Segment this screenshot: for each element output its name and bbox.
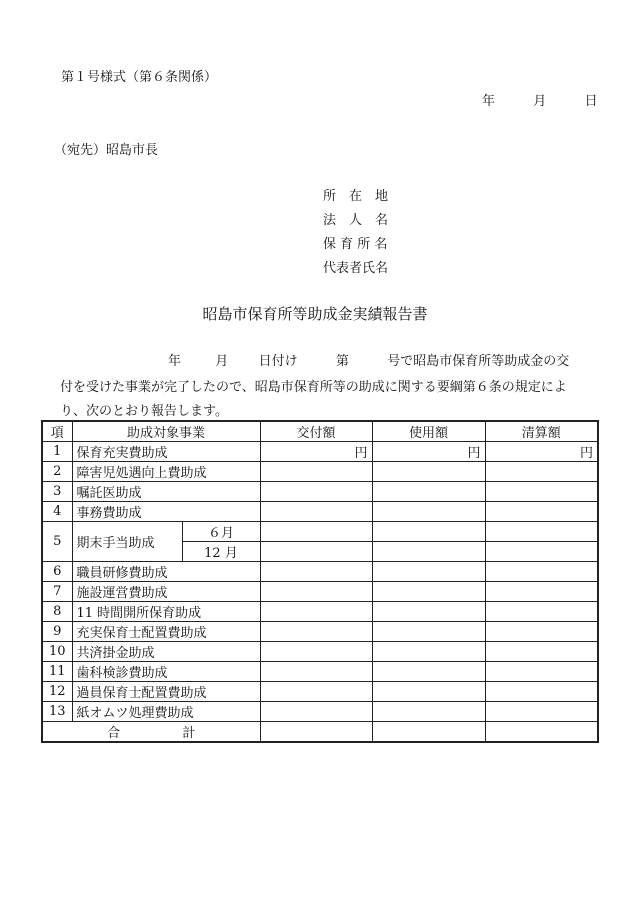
sub-row-december: 12 月 [182, 542, 260, 562]
body-year: 年 [168, 354, 182, 369]
row-name: 歯科検診費助成 [72, 662, 260, 682]
row-no: 9 [42, 622, 72, 642]
settled-amount-cell[interactable] [485, 642, 598, 662]
field-address: 所 在 地 [323, 189, 389, 204]
body-number-prefix: 第 [335, 354, 349, 369]
granted-amount-cell[interactable] [260, 522, 372, 542]
form-number: 第１号様式（第６条関係） [61, 70, 218, 85]
table-row [42, 702, 598, 722]
row-no: 8 [42, 602, 72, 622]
total-label-left: 合 [107, 726, 121, 741]
table-row [42, 682, 598, 702]
row-name: 期末手当助成 [72, 522, 182, 562]
total-settled-cell[interactable] [485, 722, 598, 743]
used-amount-cell[interactable] [372, 662, 485, 682]
used-amount-cell[interactable] [372, 602, 485, 622]
row-no: 5 [42, 522, 72, 562]
table-row [42, 642, 598, 662]
total-granted-cell[interactable] [260, 722, 372, 743]
table-row [42, 582, 598, 602]
header-granted: 交付額 [260, 421, 372, 442]
used-amount-cell[interactable] [372, 582, 485, 602]
table-row [42, 442, 598, 462]
date-year-label: 年 [482, 94, 496, 109]
row-name: 充実保育士配置費助成 [72, 622, 260, 642]
settled-amount-cell[interactable] [485, 602, 598, 622]
applicant-fields [323, 185, 388, 281]
row-name: 事務費助成 [72, 502, 260, 522]
body-line-1 [168, 350, 569, 369]
total-label-right: 計 [182, 726, 196, 741]
header-no: 項 [42, 421, 72, 442]
used-amount-cell[interactable] [372, 542, 485, 562]
report-table [41, 420, 599, 743]
body-month: 月 [215, 354, 229, 369]
used-amount-cell[interactable] [372, 522, 485, 542]
granted-amount-cell[interactable] [260, 682, 372, 702]
field-corporation-name: 法 人 名 [323, 213, 389, 228]
row-no: 6 [42, 562, 72, 582]
used-amount-cell[interactable]: 円 [372, 442, 485, 462]
granted-amount-cell[interactable] [260, 562, 372, 582]
row-no: 7 [42, 582, 72, 602]
table-row [42, 662, 598, 682]
table-row [42, 562, 598, 582]
row-name: 共済掛金助成 [72, 642, 260, 662]
row-name: 職員研修費助成 [72, 562, 260, 582]
settled-amount-cell[interactable] [485, 682, 598, 702]
settled-amount-cell[interactable] [485, 462, 598, 482]
total-used-cell[interactable] [372, 722, 485, 743]
body-line-1-rest: 号で昭島市保育所等助成金の交 [387, 354, 570, 369]
settled-amount-cell[interactable]: 円 [485, 442, 598, 462]
total-label [42, 722, 260, 743]
row-name: 保育充実費助成 [72, 442, 260, 462]
body-line-2: 付を受けた事業が完了したので、昭島市保育所等の助成に関する要綱第６条の規定によ [60, 380, 567, 395]
date-day-label: 日 [584, 94, 598, 109]
total-row [42, 722, 598, 743]
row-name: 障害児処遇向上費助成 [72, 462, 260, 482]
granted-amount-cell[interactable] [260, 602, 372, 622]
granted-amount-cell[interactable] [260, 482, 372, 502]
document-title: 昭島市保育所等助成金実績報告書 [202, 305, 428, 323]
sub-row-june: ６月 [182, 522, 260, 542]
addressee: （宛先）昭島市長 [54, 143, 159, 158]
row-no: 10 [42, 642, 72, 662]
used-amount-cell[interactable] [372, 682, 485, 702]
date-line [482, 90, 598, 109]
row-name: 紙オムツ処理費助成 [72, 702, 260, 722]
field-representative-name: 代表者氏名 [323, 261, 389, 276]
row-no: 13 [42, 702, 72, 722]
table-row [42, 482, 598, 502]
settled-amount-cell[interactable] [485, 482, 598, 502]
settled-amount-cell[interactable] [485, 562, 598, 582]
granted-amount-cell[interactable] [260, 462, 372, 482]
used-amount-cell[interactable] [372, 502, 485, 522]
used-amount-cell[interactable] [372, 562, 485, 582]
table-header-row [42, 421, 598, 442]
settled-amount-cell[interactable] [485, 622, 598, 642]
settled-amount-cell[interactable] [485, 582, 598, 602]
header-item: 助成対象事業 [72, 421, 260, 442]
used-amount-cell[interactable] [372, 642, 485, 662]
row-no: 12 [42, 682, 72, 702]
header-settled: 清算額 [485, 421, 598, 442]
table-row [42, 522, 598, 542]
used-amount-cell[interactable] [372, 622, 485, 642]
used-amount-cell[interactable] [372, 482, 485, 502]
settled-amount-cell[interactable] [485, 542, 598, 562]
row-no: 3 [42, 482, 72, 502]
row-no: 11 [42, 662, 72, 682]
row-name: 過員保育士配置費助成 [72, 682, 260, 702]
used-amount-cell[interactable] [372, 462, 485, 482]
row-no: 2 [42, 462, 72, 482]
granted-amount-cell[interactable] [260, 642, 372, 662]
granted-amount-cell[interactable]: 円 [260, 442, 372, 462]
settled-amount-cell[interactable] [485, 702, 598, 722]
row-name: 11 時間開所保育助成 [72, 602, 260, 622]
table-row [42, 602, 598, 622]
row-no: 1 [42, 442, 72, 462]
used-amount-cell[interactable] [372, 702, 485, 722]
granted-amount-cell[interactable] [260, 582, 372, 602]
row-name: 施設運営費助成 [72, 582, 260, 602]
granted-amount-cell[interactable] [260, 502, 372, 522]
settled-amount-cell[interactable] [485, 522, 598, 542]
settled-amount-cell[interactable] [485, 662, 598, 682]
row-name: 嘱託医助成 [72, 482, 260, 502]
settled-amount-cell[interactable] [485, 502, 598, 522]
granted-amount-cell[interactable] [260, 542, 372, 562]
table-row [42, 462, 598, 482]
header-used: 使用額 [372, 421, 485, 442]
table-row [42, 502, 598, 522]
body-dated: 日付け [258, 354, 298, 369]
granted-amount-cell[interactable] [260, 662, 372, 682]
body-line-3: り、次のとおり報告します。 [60, 404, 228, 419]
granted-amount-cell[interactable] [260, 622, 372, 642]
granted-amount-cell[interactable] [260, 702, 372, 722]
date-month-label: 月 [533, 94, 547, 109]
row-no: 4 [42, 502, 72, 522]
table-row [42, 622, 598, 642]
field-nursery-name: 保 育 所 名 [323, 237, 388, 252]
